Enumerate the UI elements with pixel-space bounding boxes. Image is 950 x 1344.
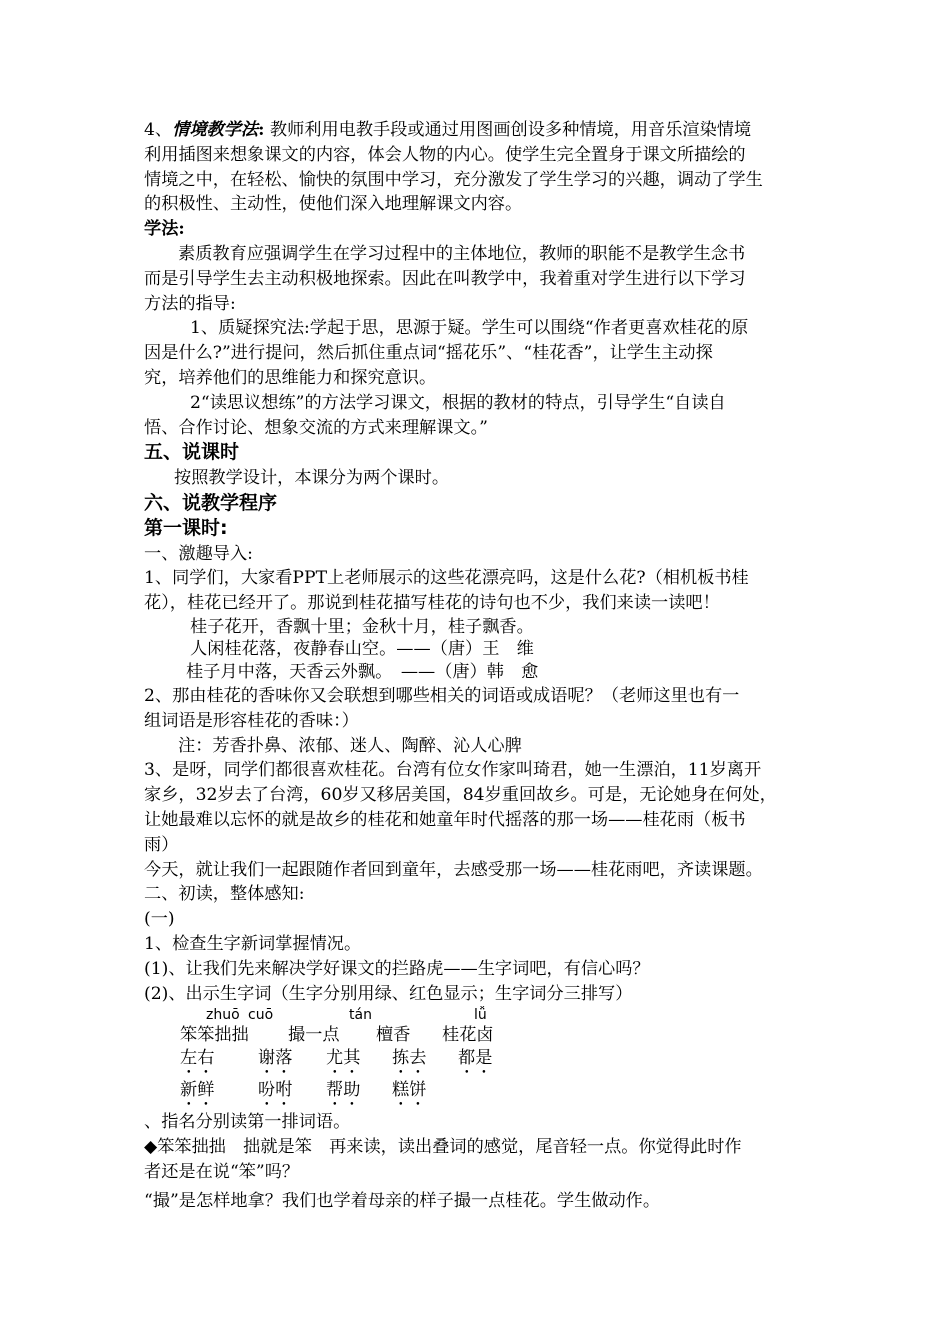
document-page — [144, 118, 810, 1214]
lesson-heading: 第一课时: — [144, 517, 228, 540]
vocab-word: 尤其 — [326, 1048, 361, 1069]
paragraph-line: 方法的指导: — [144, 293, 236, 314]
section-heading-6: 六、说教学程序 — [144, 491, 278, 514]
method-4-colon: : — [258, 120, 265, 140]
vocab-word: 桂花卤 — [442, 1025, 494, 1046]
paragraph-line: 而是引导学生去主动积极地探索。因此在叫教学中，我着重对学生进行以下学习 — [144, 268, 746, 289]
vocab-word: 檀香 — [376, 1025, 411, 1046]
vocab-word: 左右 — [180, 1048, 215, 1069]
paragraph-line: 者还是在说“笨”吗？ — [144, 1162, 300, 1182]
pinyin: lǚ — [474, 1007, 487, 1024]
vocab-word: 笨笨拙拙 — [180, 1025, 249, 1046]
paragraph-line: 1、质疑探究法:学起于思，思源于疑。学生可以围绕“作者更喜欢桂花的原 — [190, 318, 749, 339]
method-4-number: 4、 — [144, 120, 173, 140]
subsection-label: (一) — [144, 909, 175, 930]
paragraph-line: 2、那由桂花的香味你又会联想到哪些相关的词语或成语呢？（老师这里也有一 — [144, 686, 740, 707]
vocab-word: 吩咐 — [258, 1080, 293, 1101]
vocab-word: 帮助 — [326, 1080, 361, 1101]
pinyin: cuō — [248, 1007, 274, 1024]
paragraph-line: 家乡，32岁去了台湾，60岁又移居美国，84岁重回故乡。可是，无论她身在何处， — [144, 785, 777, 806]
paragraph-line: 3、是呀，同学们都很喜欢桂花。台湾有位女作家叫琦君，她一生漂泊，11岁离开 — [144, 760, 762, 781]
paragraph-line: 素质教育应强调学生在学习过程中的主体地位，教师的职能不是教学生念书 — [178, 243, 746, 264]
paragraph-line: 悟、合作讨论、想象交流的方式来理解课文。” — [144, 417, 488, 438]
method-4-line — [144, 118, 810, 143]
vocab-word: 撮一点 — [288, 1025, 340, 1046]
poem-line: 桂子花开，香飘十里；金秋十月，桂子飘香。 — [190, 617, 534, 638]
paragraph-line: ◆笨笨拙拙 拙就是笨 再来读，读出叠词的感觉，尾音轻一点。你觉得此时作 — [144, 1137, 742, 1158]
subsection-heading: 二、初读，整体感知: — [144, 884, 305, 905]
section-heading-5: 五、说课时 — [144, 441, 240, 464]
vocab-word: 糕饼 — [392, 1080, 427, 1101]
paragraph-line: 利用插图来想象课文的内容，体会人物的内心。使学生完全置身于课文所描绘的 — [144, 144, 746, 165]
study-method-heading: 学法: — [144, 219, 185, 240]
vocab-word: 都是 — [458, 1048, 493, 1069]
paragraph-line: 雨） — [144, 834, 179, 855]
paragraph-line: 的积极性、主动性，使他们深入地理解课文内容。 — [144, 194, 523, 215]
pinyin: zhuō — [206, 1007, 240, 1024]
vocab-word: 谢落 — [258, 1048, 293, 1069]
paragraph-line: 今天，就让我们一起跟随作者回到童年，去感受那一场——桂花雨吧，齐读课题。 — [144, 859, 763, 880]
paragraph-line: 2“读思议想练”的方法学习课文，根据的教材的特点，引导学生“自读自 — [190, 392, 726, 413]
paragraph-line: 让她最难以忘怀的就是故乡的桂花和她童年时代摇落的那一场——桂花雨（板书 — [144, 810, 746, 831]
word-row-1 — [144, 1024, 810, 1046]
method-4-title: 情境教学法 — [172, 120, 259, 140]
note-line: 注：芳香扑鼻、浓郁、迷人、陶醉、沁人心脾 — [178, 735, 522, 756]
paragraph-line: 花），桂花已经开了。那说到桂花描写桂花的诗句也不少，我们来读一读吧！ — [144, 593, 720, 614]
poem-line: 人闲桂花落，夜静春山空。——（唐）王 维 — [190, 639, 534, 660]
subsection-heading: 一、激趣导入: — [144, 543, 253, 564]
paragraph-line: (2)、出示生字词（生字分别用绿、红色显示；生字词分三排写） — [144, 983, 633, 1004]
paragraph-line: 1、检查生字新词掌握情况。 — [144, 934, 362, 955]
paragraph-line: 组词语是形容桂花的香味：） — [144, 710, 359, 731]
word-row-2 — [144, 1046, 810, 1078]
paragraph-line: 情境之中，在轻松、愉快的氛围中学习，充分激发了学生学习的兴趣，调动了学生 — [144, 169, 763, 190]
paragraph-line: “撮”是怎样地拿？我们也学着母亲的样子撮一点桂花。学生做动作。 — [144, 1190, 661, 1211]
paragraph-line: 教师利用电教手段或通过用图画创设多种情境，用音乐渲染情境 — [264, 120, 752, 140]
word-row-3 — [144, 1078, 810, 1110]
paragraph-line: (1)、让我们先来解决学好课文的拦路虎——生字词吧，有信心吗？ — [144, 958, 650, 979]
paragraph-line: 1、同学们，大家看PPT上老师展示的这些花漂亮吗，这是什么花?（相机板书桂 — [144, 568, 749, 589]
paragraph-line: 究，培养他们的思维能力和探究意识。 — [144, 367, 437, 388]
paragraph-line: 因是什么?”进行提问，然后抓住重点词“摇花乐”、“桂花香”，让学生主动探 — [144, 343, 713, 364]
poem-line: 桂子月中落，天香云外飘。 ——（唐）韩 愈 — [186, 662, 539, 683]
paragraph-line: 按照教学设计，本课分为两个课时。 — [174, 467, 450, 488]
pinyin: tán — [349, 1007, 372, 1024]
pinyin-row — [144, 1006, 810, 1024]
paragraph-line: 、指名分别读第一排词语。 — [144, 1112, 351, 1133]
vocab-word: 新鲜 — [180, 1080, 215, 1101]
vocab-word: 拣去 — [392, 1048, 427, 1069]
